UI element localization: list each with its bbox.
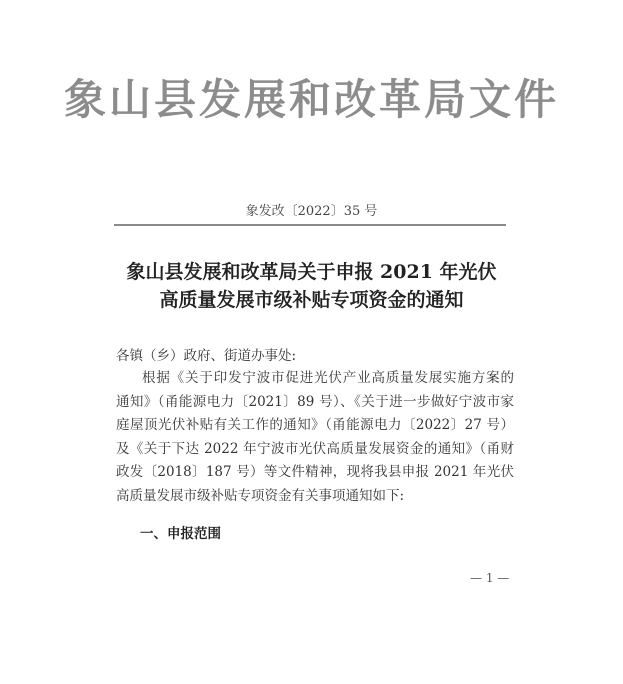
body-line: 高质量发展市级补贴专项资金有关事项通知如下: [116, 487, 405, 504]
body-paragraph [116, 367, 514, 508]
body-line: 政发〔2018〕187 号）等文件精神，现将我县申报 2021 年光伏 [116, 464, 514, 480]
section-heading: 一、申报范围 [140, 526, 221, 542]
issuer-title: 象山县发展和改革局文件 [63, 75, 559, 124]
body-line: 及《关于下达 2022 年宁波市光伏高质量发展资金的通知》（甬财 [116, 440, 514, 457]
salutation: 各镇（乡）政府、街道办事处: [116, 348, 297, 364]
body-line: 通知》（甬能源电力〔2021〕89 号）、《关于进一步做好宁波市家 [116, 393, 514, 410]
body-line: 庭屋顶光伏补贴有关工作的通知》（甬能源电力〔2022〕27 号） [116, 417, 514, 433]
document-title [0, 258, 623, 314]
header-separator-line [114, 224, 506, 226]
body-line: 根据《关于印发宁波市促进光伏产业高质量发展实施方案的 [142, 370, 514, 386]
page-number: — 1 — [470, 571, 510, 585]
document-title-line: 象山县发展和改革局关于申报 2021 年光伏 [126, 261, 497, 283]
document-number: 象发改〔2022〕35 号 [245, 204, 378, 219]
document-title-line: 高质量发展市级补贴专项资金的通知 [159, 289, 464, 311]
